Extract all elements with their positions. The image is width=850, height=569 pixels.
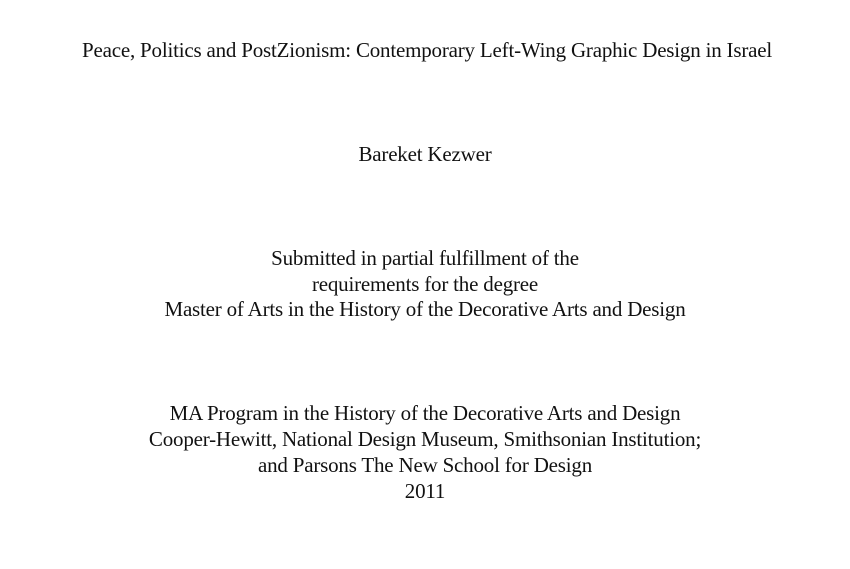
institution-line-2: Cooper-Hewitt, National Design Museum, Smithsonian Institution; [148, 427, 702, 451]
institution-line-3: and Parsons The New School for Design [258, 453, 592, 477]
submission-line-1: Submitted in partial fulfillment of the [271, 246, 579, 270]
publication-year: 2011 [404, 479, 446, 503]
submission-line-2: requirements for the degree [311, 272, 539, 296]
institution-line-1: MA Program in the History of the Decorative Arts and Design [169, 401, 681, 425]
submission-line-3: Master of Arts in the History of the Decorative Arts and Design [164, 297, 686, 321]
document-title: Peace, Politics and PostZionism: Contemporary Left-Wing Graphic Design in Israel [81, 38, 772, 62]
author-name: Bareket Kezwer [358, 142, 492, 166]
